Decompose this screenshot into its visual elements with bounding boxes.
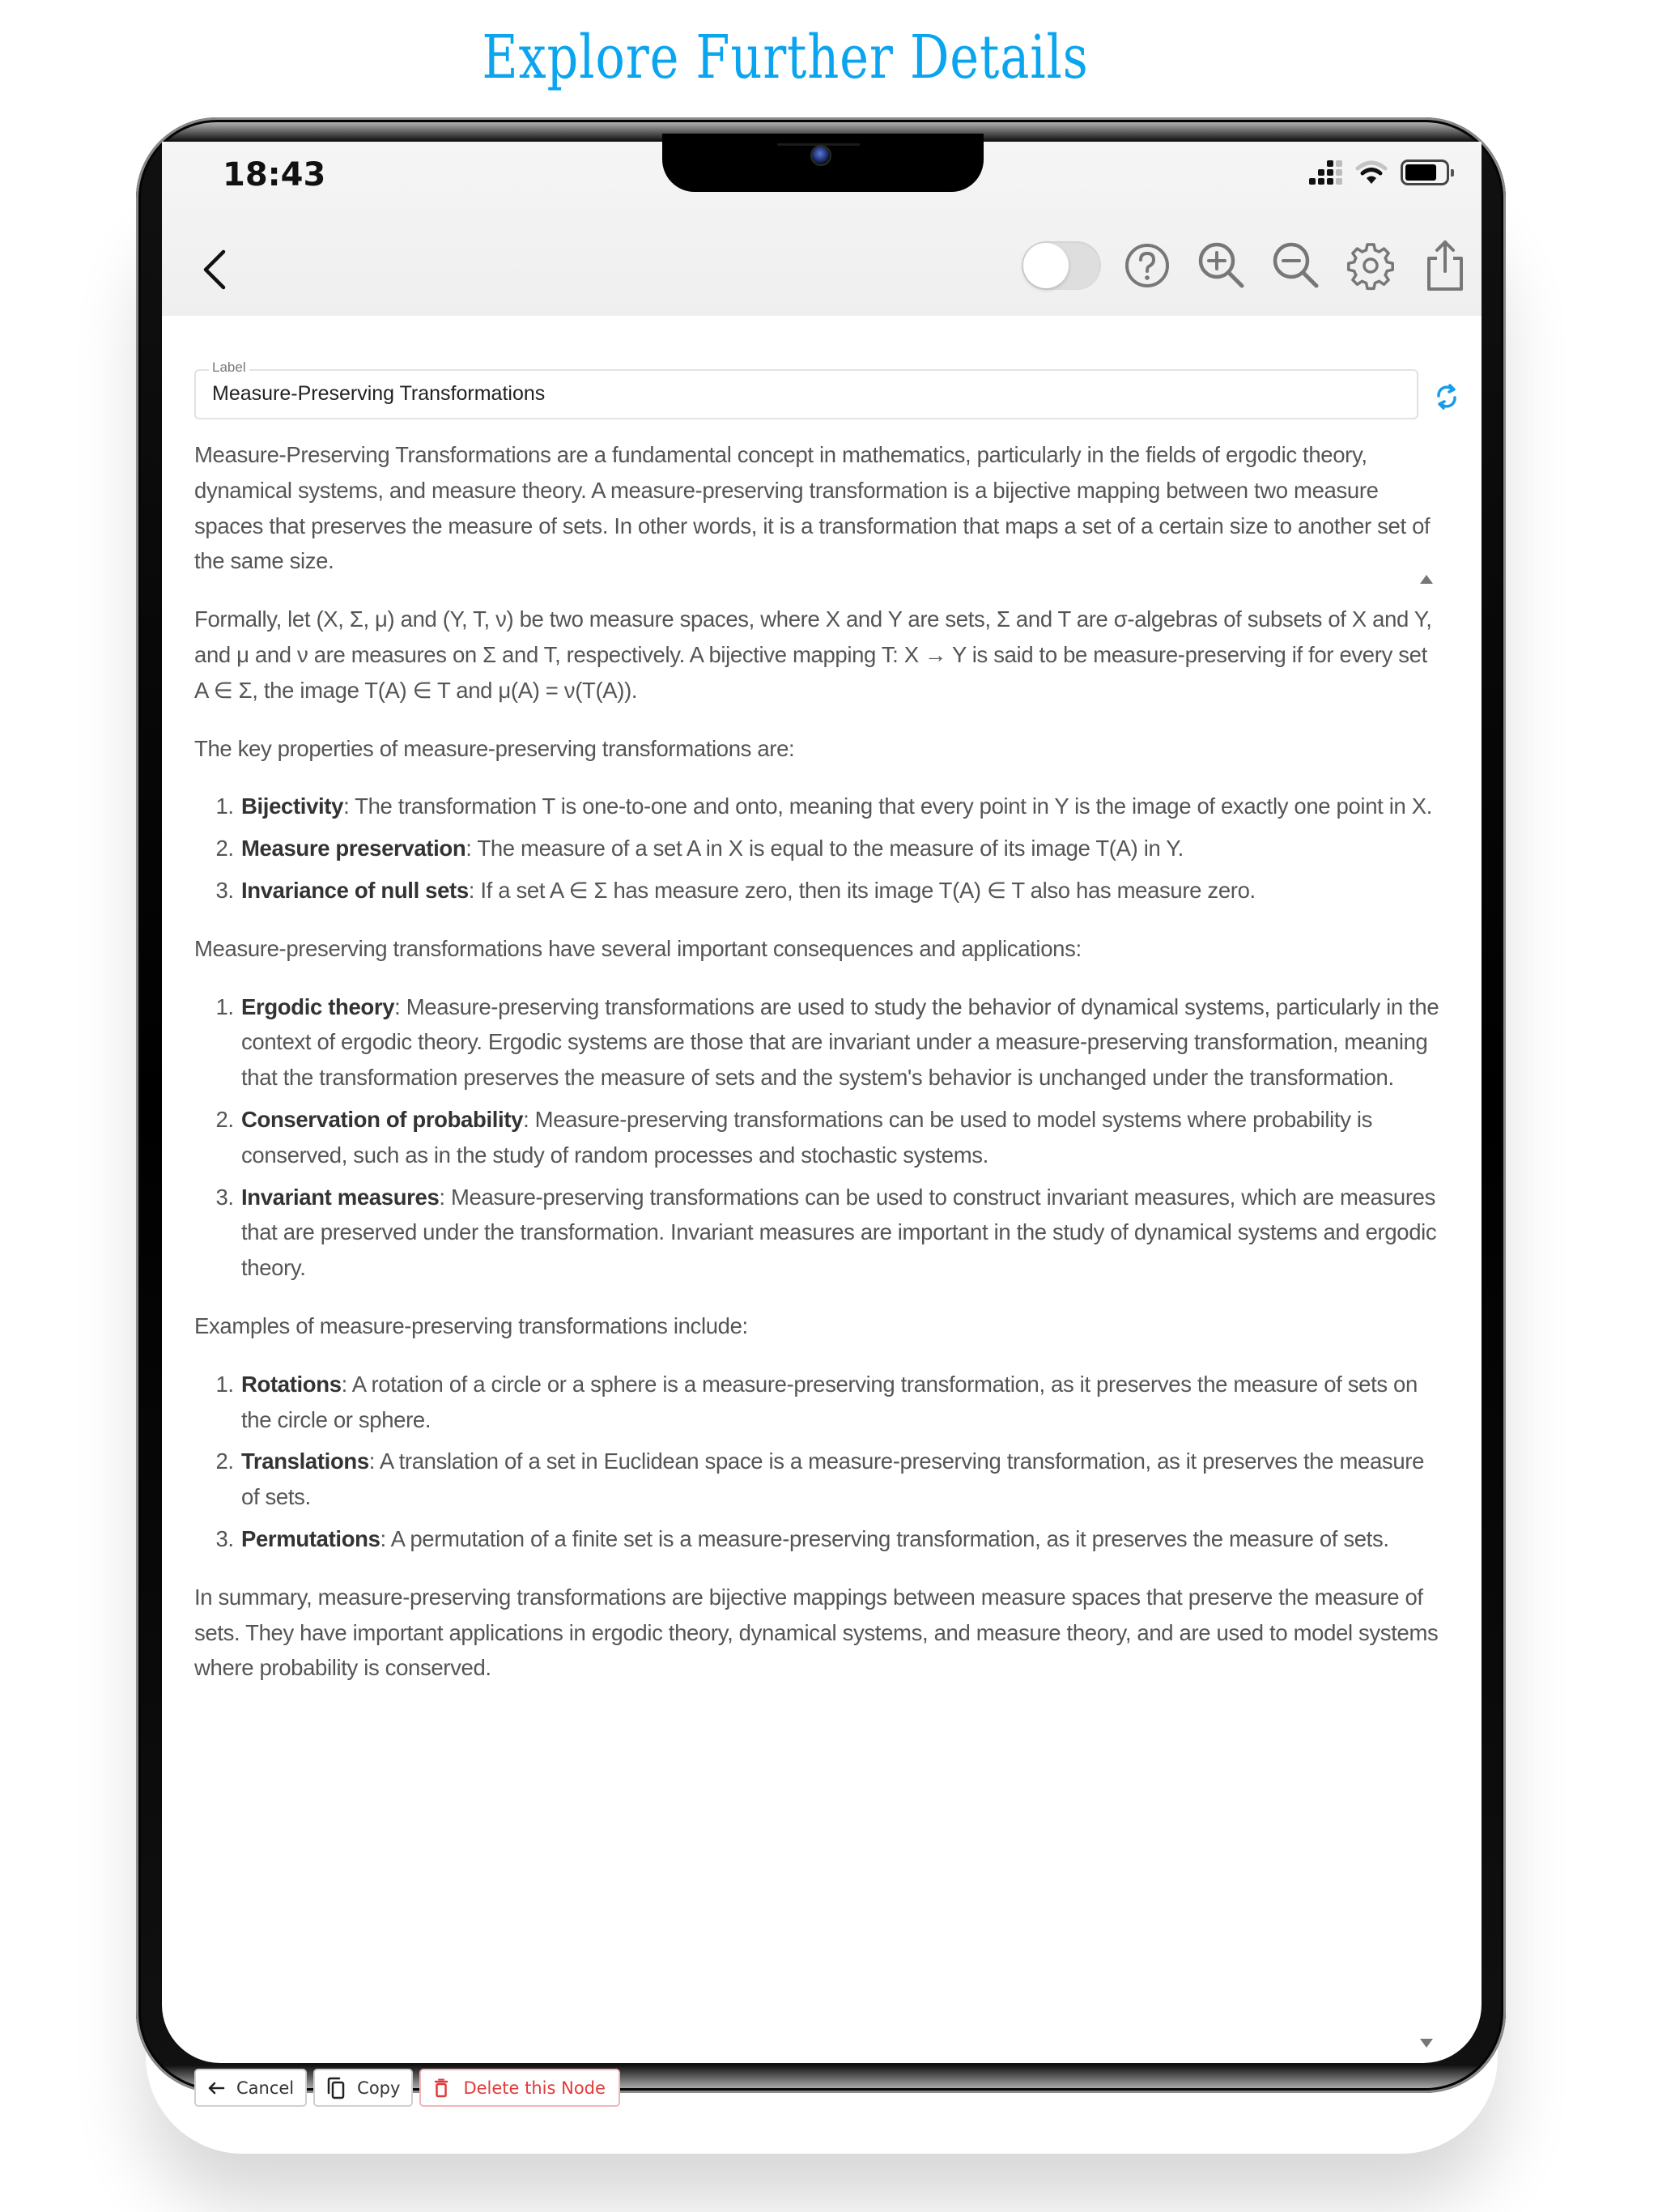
scroll-down-arrow[interactable] [1420,2039,1433,2048]
speaker-grille [777,143,860,146]
share-button[interactable] [1417,237,1473,294]
wifi-icon [1355,160,1388,185]
status-icons [1309,160,1449,185]
paragraph-key-properties-intro: The key properties of measure-preserving transformations are: [194,735,795,761]
promo-title: Explore Further Details [482,23,1089,92]
screen [162,142,1482,2098]
scroll-up-arrow[interactable] [1420,575,1433,584]
settings-button[interactable] [1342,237,1399,294]
help-button[interactable] [1119,237,1175,294]
status-time: 18:43 [223,156,326,194]
zoom-in-button[interactable] [1193,237,1250,294]
cancel-label: Cancel [236,2078,295,2098]
cellular-signal-icon [1309,160,1342,185]
mode-toggle[interactable] [1022,241,1101,290]
trash-icon [434,2078,449,2098]
label-field[interactable] [194,359,1418,419]
toggle-knob [1023,243,1069,288]
zoom-out-icon [1270,240,1322,291]
toolbar [1022,237,1473,294]
copy-icon [326,2077,346,2099]
back-button[interactable] [196,245,236,294]
list-item: 2. Measure preservation: The measure of a set A in X is equal to the measure of its image T(A) in Y. [240,831,1445,866]
paragraph-summary: In summary, measure-preserving transformations are bijective mappings between measure spaces that preserve the measure of sets. They have important applications in ergodic theory, dynamical systems, and measure theory, and are used to model systems where probability is conserved. [194,1584,1439,1681]
arrow-left-icon [207,2081,225,2095]
refresh-button[interactable] [1432,382,1461,411]
node-description [194,437,1445,1708]
help-icon [1123,241,1171,290]
label-input[interactable] [212,382,1394,406]
zoom-out-button[interactable] [1268,237,1324,294]
label-legend: Label [209,359,249,376]
delete-label: Delete this Node [463,2078,606,2098]
front-camera-icon [812,147,830,164]
list-item: 3. Invariant measures: Measure-preserving transformations can be used to construct invariant measures, which are measures that are preserved under the transformation. Invariant measures are important in the study of dynamical systems and ergodic theory. [240,1180,1445,1286]
applications-list [194,989,1445,1286]
node-editor [194,348,1445,2098]
copy-label: Copy [357,2078,401,2098]
paragraph-formal-definition: Formally, let (X, Σ, μ) and (Y, T, ν) be two measure spaces, where X and Y are sets, Σ and T are σ-algebras of subsets of X and Y, and μ and ν are measures on Σ and T, respectively. A bijective mapping T: X → Y is said to be measure-preserving if for every set A ∈ Σ, the image T(A) ∈ T and μ(A) = ν(T(A)). [194,606,1432,703]
action-buttons [194,2069,620,2107]
examples-list [194,1367,1445,1557]
list-item: 2. Translations: A translation of a set in Euclidean space is a measure-preserving transformation, as it preserves the measure of sets. [240,1444,1445,1515]
list-item: 1. Bijectivity: The transformation T is one-to-one and onto, meaning that every point in Y is the image of exactly one point in X. [240,789,1445,824]
share-icon [1422,237,1468,294]
camera-notch [662,134,984,192]
paragraph-applications-intro: Measure-preserving transformations have several important consequences and applications: [194,935,1082,961]
zoom-in-icon [1196,240,1248,291]
paragraph-examples-intro: Examples of measure-preserving transformations include: [194,1312,748,1338]
battery-icon [1401,160,1449,185]
copy-button[interactable] [313,2069,413,2107]
paragraph-intro: Measure-Preserving Transformations are a fundamental concept in mathematics, particularly in the fields of ergodic theory, dynamical systems, and measure theory. A measure-preserving transformation is a bijective mapping between two measure spaces that preserves the measure of sets. In other words, it is a transformation that maps a set of a certain size to another set of the same size. [194,442,1431,574]
list-item: 3. Invariance of null sets: If a set A ∈ Σ has measure zero, then its image T(A) ∈ T also has measure zero. [240,873,1445,908]
cancel-button[interactable] [194,2069,307,2107]
refresh-icon [1432,382,1461,411]
list-item: 3. Permutations: A permutation of a finite set is a measure-preserving transformation, as it preserves the measure of sets. [240,1521,1445,1557]
list-item: 1. Ergodic theory: Measure-preserving transformations are used to study the behavior of dynamical systems, particularly in the context of ergodic theory. Ergodic systems are those that are invariant under a measure-preserving transformation, meaning that the transformation preserves the measure of sets and the system's behavior is unchanged under the transformation. [240,989,1445,1095]
list-item: 2. Conservation of probability: Measure-preserving transformations can be used to model systems where probability is conserved, such as in the study of random processes and stochastic systems. [240,1102,1445,1173]
delete-node-button[interactable] [419,2069,619,2107]
chevron-left-icon [196,245,236,294]
list-item: 1. Rotations: A rotation of a circle or a sphere is a measure-preserving transformation, as it preserves the measure of sets on the circle or sphere. [240,1367,1445,1438]
key-properties-list [194,789,1445,908]
settings-gear-icon [1345,240,1397,291]
